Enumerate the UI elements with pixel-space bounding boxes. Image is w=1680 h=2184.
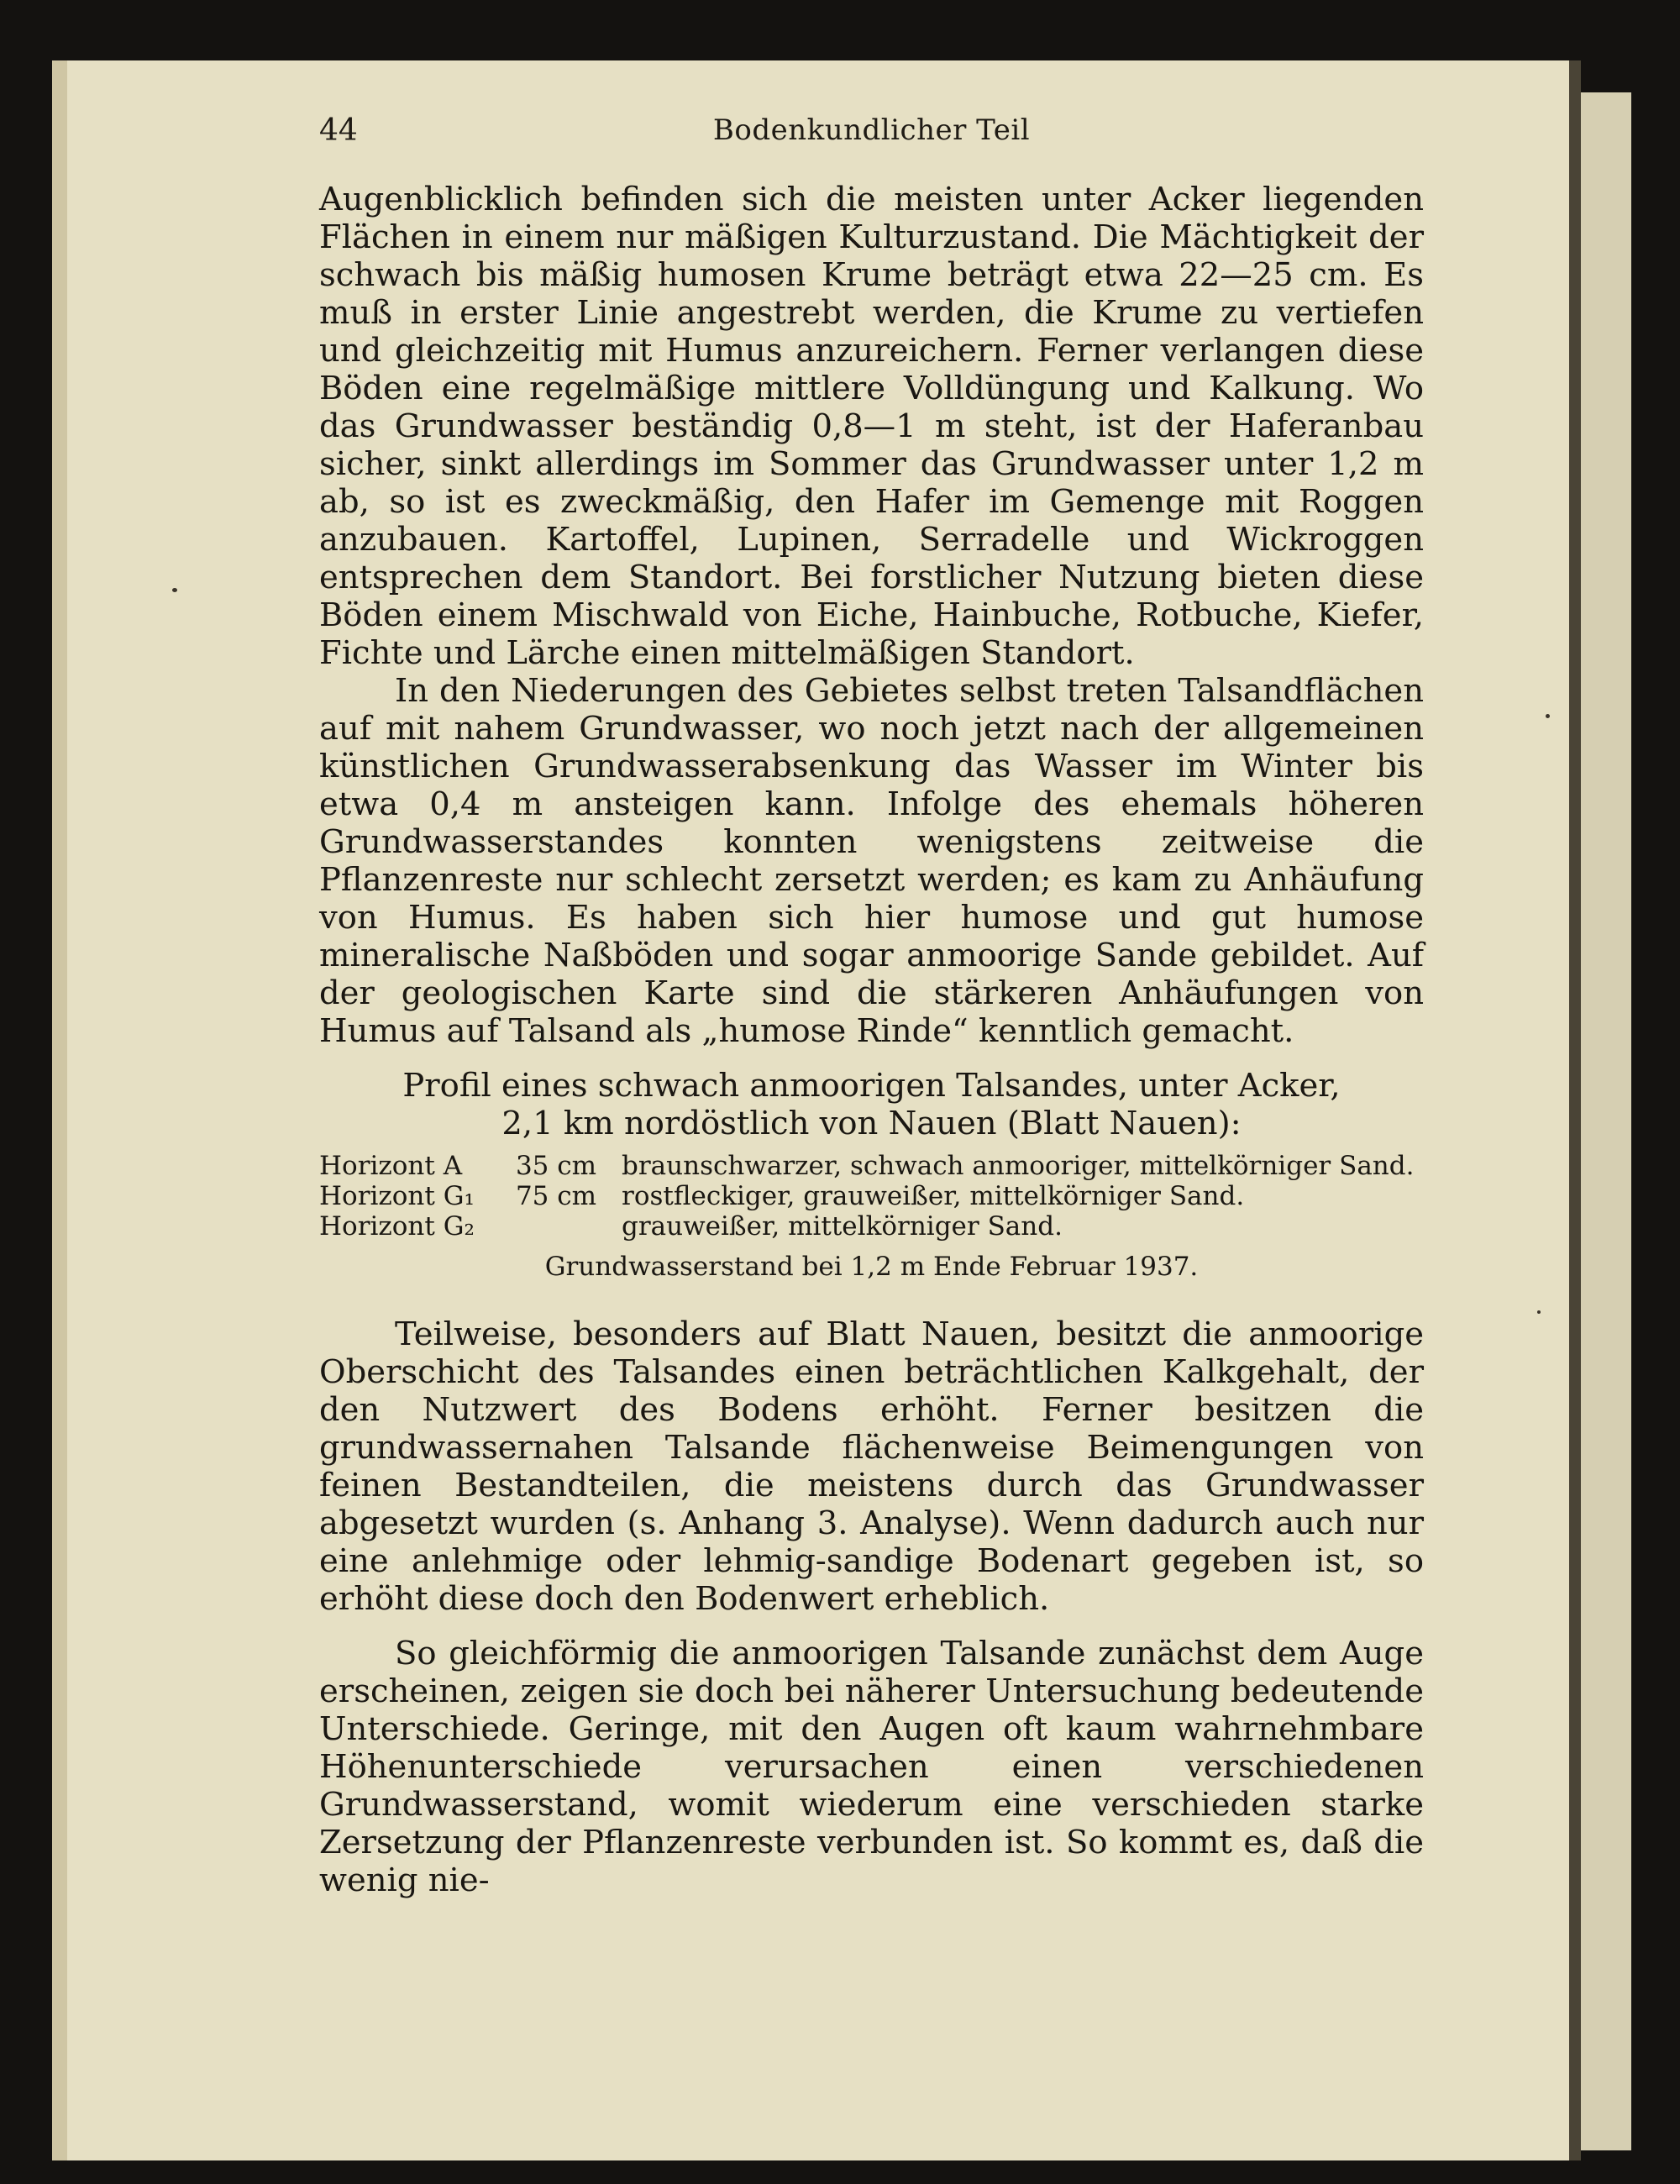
profile-row — [319, 1181, 1424, 1211]
profile-title-line-1: Profil eines schwach anmoorigen Talsandes, unter Acker, — [402, 1067, 1341, 1105]
profile-title — [319, 1067, 1424, 1142]
page-header — [319, 113, 1424, 155]
spacer — [319, 1282, 1424, 1315]
facing-page-edge — [1581, 92, 1631, 2150]
page-gutter — [1569, 60, 1581, 2160]
profile-row — [319, 1211, 1424, 1242]
horizon-depth — [512, 1211, 622, 1242]
paragraph-3: Teilweise, besonders auf Blatt Nauen, besitzt die anmoorige Oberschicht des Talsandes einen beträchtlichen Kalkgehalt, der den Nutzwert des Bodens erhöht. Ferner besitzen die grundwassernahen Talsande flächenweise Beimengungen von feinen Bestandteilen, die meistens durch das Grundwasser abgesetzt wurden (s. Anhang 3. Analyse). Wenn dadurch auch nur eine anlehmige oder lehmig-sandige Bodenart gegeben ist, so erhöht diese doch den Bodenwert erheblich. — [319, 1315, 1424, 1618]
horizon-description: braunschwarzer, schwach anmooriger, mittelkörniger Sand. — [622, 1151, 1415, 1181]
horizon-label: Horizont G₁ — [319, 1181, 475, 1211]
paragraph-2: In den Niederungen des Gebietes selbst treten Talsandflächen auf mit nahem Grundwasser, wo noch jetzt nach der allgemeinen künstlichen Grundwasserabsenkung das Wasser im Winter bis etwa 0,4 m ansteigen kann. Infolge des ehemals höheren Grundwasserstandes konnten wenigstens zeitweise die Pflanzenreste nur schlecht zersetzt werden; es kam zu Anhäufung von Humus. Es haben sich hier humose und gut humose mineralische Naßböden und sogar anmoorige Sande gebildet. Auf der geologischen Karte sind die stärkeren Anhäufungen von Humus auf Talsand als „humose Rinde“ kenntlich gemacht. — [319, 672, 1424, 1050]
profile-title-line-2: 2,1 km nordöstlich von Nauen (Blatt Nauen): — [501, 1105, 1242, 1142]
paragraph-1: Augenblicklich befinden sich die meisten unter Acker liegenden Flächen in einem nur mäßigen Kulturzustand. Die Mächtigkeit der schwach bis mäßig humosen Krume beträgt etwa 22—25 cm. Es muß in erster Linie angestrebt werden, die Krume zu vertiefen und gleichzeitig mit Humus anzureichern. Ferner verlangen diese Böden eine regelmäßige mittlere Volldüngung und Kalkung. Wo das Grundwasser beständig 0,8—1 m steht, ist der Haferanbau sicher, sinkt allerdings im Sommer das Grundwasser unter 1,2 m ab, so ist es zweckmäßig, den Hafer im Gemenge mit Roggen anzubauen. Kartoffel, Lupinen, Serradelle und Wickroggen entsprechen dem Standort. Bei forstlicher Nutzung bieten diese Böden einem Mischwald von Eiche, Hainbuche, Rotbuche, Kiefer, Fichte und Lärche einen mittelmäßigen Standort. — [319, 181, 1424, 672]
horizon-label: Horizont A — [319, 1151, 463, 1181]
body-text — [319, 181, 1424, 1899]
horizon-description: rostfleckiger, grauweißer, mittelkörniger Sand. — [622, 1181, 1245, 1211]
spacer — [319, 1050, 1424, 1067]
groundwater-note: Grundwasserstand bei 1,2 m Ende Februar 1937. — [544, 1252, 1199, 1282]
paragraph-4: So gleichförmig die anmoorigen Talsande zunächst dem Auge erscheinen, zeigen sie doch bei näherer Untersuchung bedeutende Unterschiede. Geringe, mit den Augen oft kaum wahrnehmbare Höhenunterschiede verursachen einen verschiedenen Grundwasserstand, womit wiederum eine verschieden starke Zersetzung der Pflanzenreste verbunden ist. So kommt es, daß die wenig nie- — [319, 1635, 1424, 1899]
horizon-label: Horizont G₂ — [319, 1211, 475, 1242]
paper-speck — [172, 588, 177, 592]
spacer — [319, 1618, 1424, 1635]
horizon-depth: 35 cm — [515, 1151, 596, 1181]
paper-speck — [1546, 714, 1550, 718]
running-title: Bodenkundlicher Teil — [712, 113, 1031, 147]
page-number: 44 — [319, 113, 358, 148]
horizon-depth: 75 cm — [515, 1181, 596, 1211]
profile-row — [319, 1151, 1424, 1181]
profile-table — [319, 1151, 1424, 1282]
horizon-description: grauweißer, mittelkörniger Sand. — [622, 1211, 1063, 1242]
paper-speck — [1537, 1310, 1541, 1314]
